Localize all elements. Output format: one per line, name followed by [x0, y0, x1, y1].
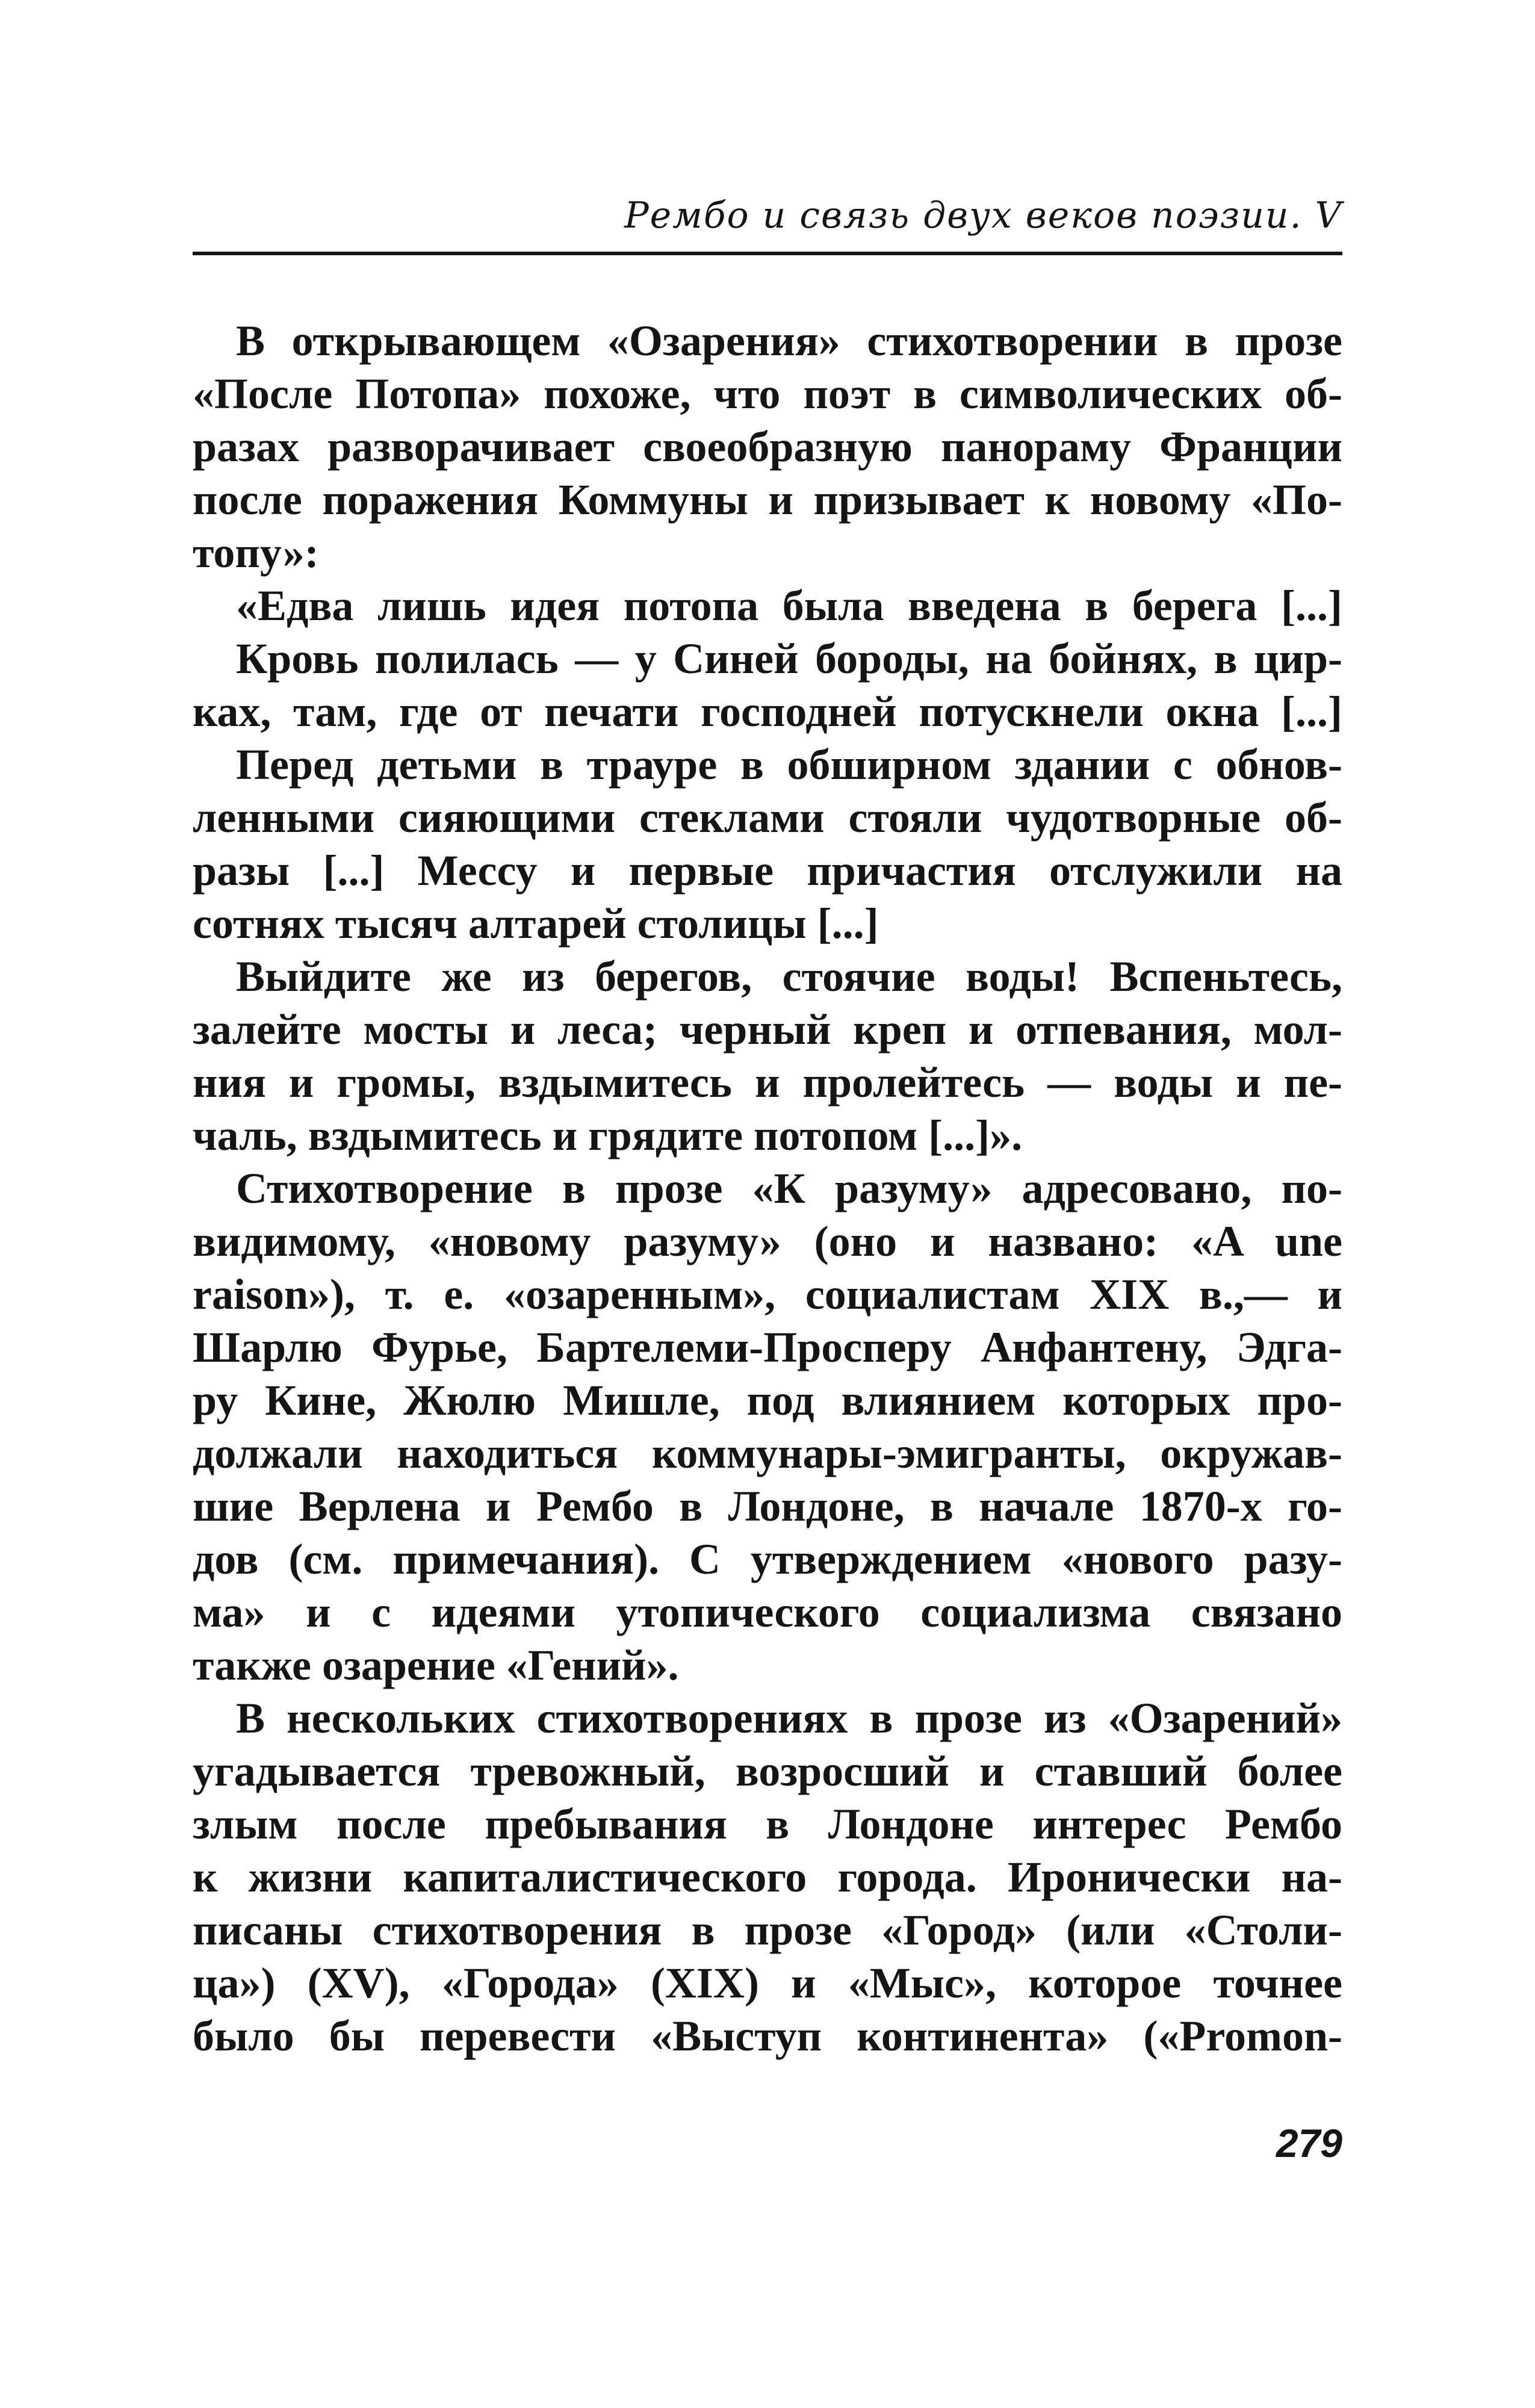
text-line: ца») (XV), «Города» (XIX) и «Мыс», которое точнее	[193, 1959, 1342, 2007]
body-text	[193, 314, 1342, 2062]
text-line: также озарение «Гений».	[193, 1641, 679, 1689]
text-line: В нескольких стихотворениях в прозе из «Озарений»	[236, 1694, 1342, 1742]
text-line: Выйдите же из берегов, стоячие воды! Вспеньтесь,	[236, 952, 1342, 1001]
text-line: писаны стихотворения в прозе «Город» (или «Столи-	[193, 1906, 1342, 1954]
running-head: Рембо и связь двух веков поэзии. V	[624, 194, 1342, 237]
text-line: ма» и с идеями утопического социализма связано	[193, 1588, 1342, 1636]
text-line: Стихотворение в прозе «К разуму» адресовано, по-	[236, 1164, 1342, 1212]
text-line: Шарлю Фурье, Бартелеми-Просперу Анфантену, Эдга-	[193, 1323, 1342, 1371]
text-line: к жизни капиталистического города. Иронически на-	[193, 1853, 1342, 1901]
text-line: Перед детьми в трауре в обширном здании с обнов-	[236, 740, 1342, 789]
text-line: после поражения Коммуны и призывает к новому «По-	[193, 476, 1342, 524]
text-line: топу»:	[193, 529, 319, 577]
text-line: шие Верлена и Рембо в Лондоне, в начале 1870-х го-	[193, 1482, 1342, 1530]
text-line: ру Кине, Жюлю Мишле, под влиянием которых про-	[193, 1376, 1342, 1424]
text-line: чаль, вздымитесь и грядите потопом [...]».	[193, 1111, 1023, 1159]
text-line: было бы перевести «Выступ континента» («Promon-	[193, 2012, 1342, 2060]
header-rule	[193, 252, 1342, 255]
page-number: 279	[1276, 2121, 1342, 2165]
text-line: «После Потопа» похоже, что поэт в символических об-	[193, 370, 1342, 418]
text-line: залейте мосты и леса; черный креп и отпевания, мол-	[193, 1005, 1342, 1054]
text-line: дов (см. примечания). С утверждением «нового разу-	[193, 1535, 1342, 1583]
text-line: угадывается тревожный, возросший и ставший более	[193, 1747, 1342, 1795]
text-line: ках, там, где от печати господней потускнели окна [...]	[193, 687, 1342, 736]
text-line: ния и громы, вздымитесь и пролейтесь — воды и пе-	[193, 1058, 1342, 1106]
text-line: видимому, «новому разуму» (оно и названо: «A une	[193, 1217, 1342, 1265]
text-line: злым после пребывания в Лондоне интерес Рембо	[193, 1800, 1342, 1848]
text-line: raison»), т. е. «озаренным», социалистам XIX в.,— и	[193, 1270, 1342, 1318]
text-line: Кровь полилась — у Синей бороды, на бойнях, в цир-	[236, 635, 1342, 683]
text-line: должали находиться коммунары-эмигранты, окружав-	[193, 1429, 1342, 1477]
text-line: сотнях тысяч алтарей столицы [...]	[193, 899, 879, 948]
text-line: разы [...] Мессу и первые причастия отслужили на	[193, 846, 1342, 895]
text-line: В открывающем «Озарения» стихотворении в прозе	[236, 317, 1342, 365]
text-line: разах разворачивает своеобразную панораму Франции	[193, 423, 1342, 471]
text-line: «Едва лишь идея потопа была введена в берега [...]	[236, 582, 1342, 630]
text-line: ленными сияющими стеклами стояли чудотворные об-	[193, 793, 1342, 842]
